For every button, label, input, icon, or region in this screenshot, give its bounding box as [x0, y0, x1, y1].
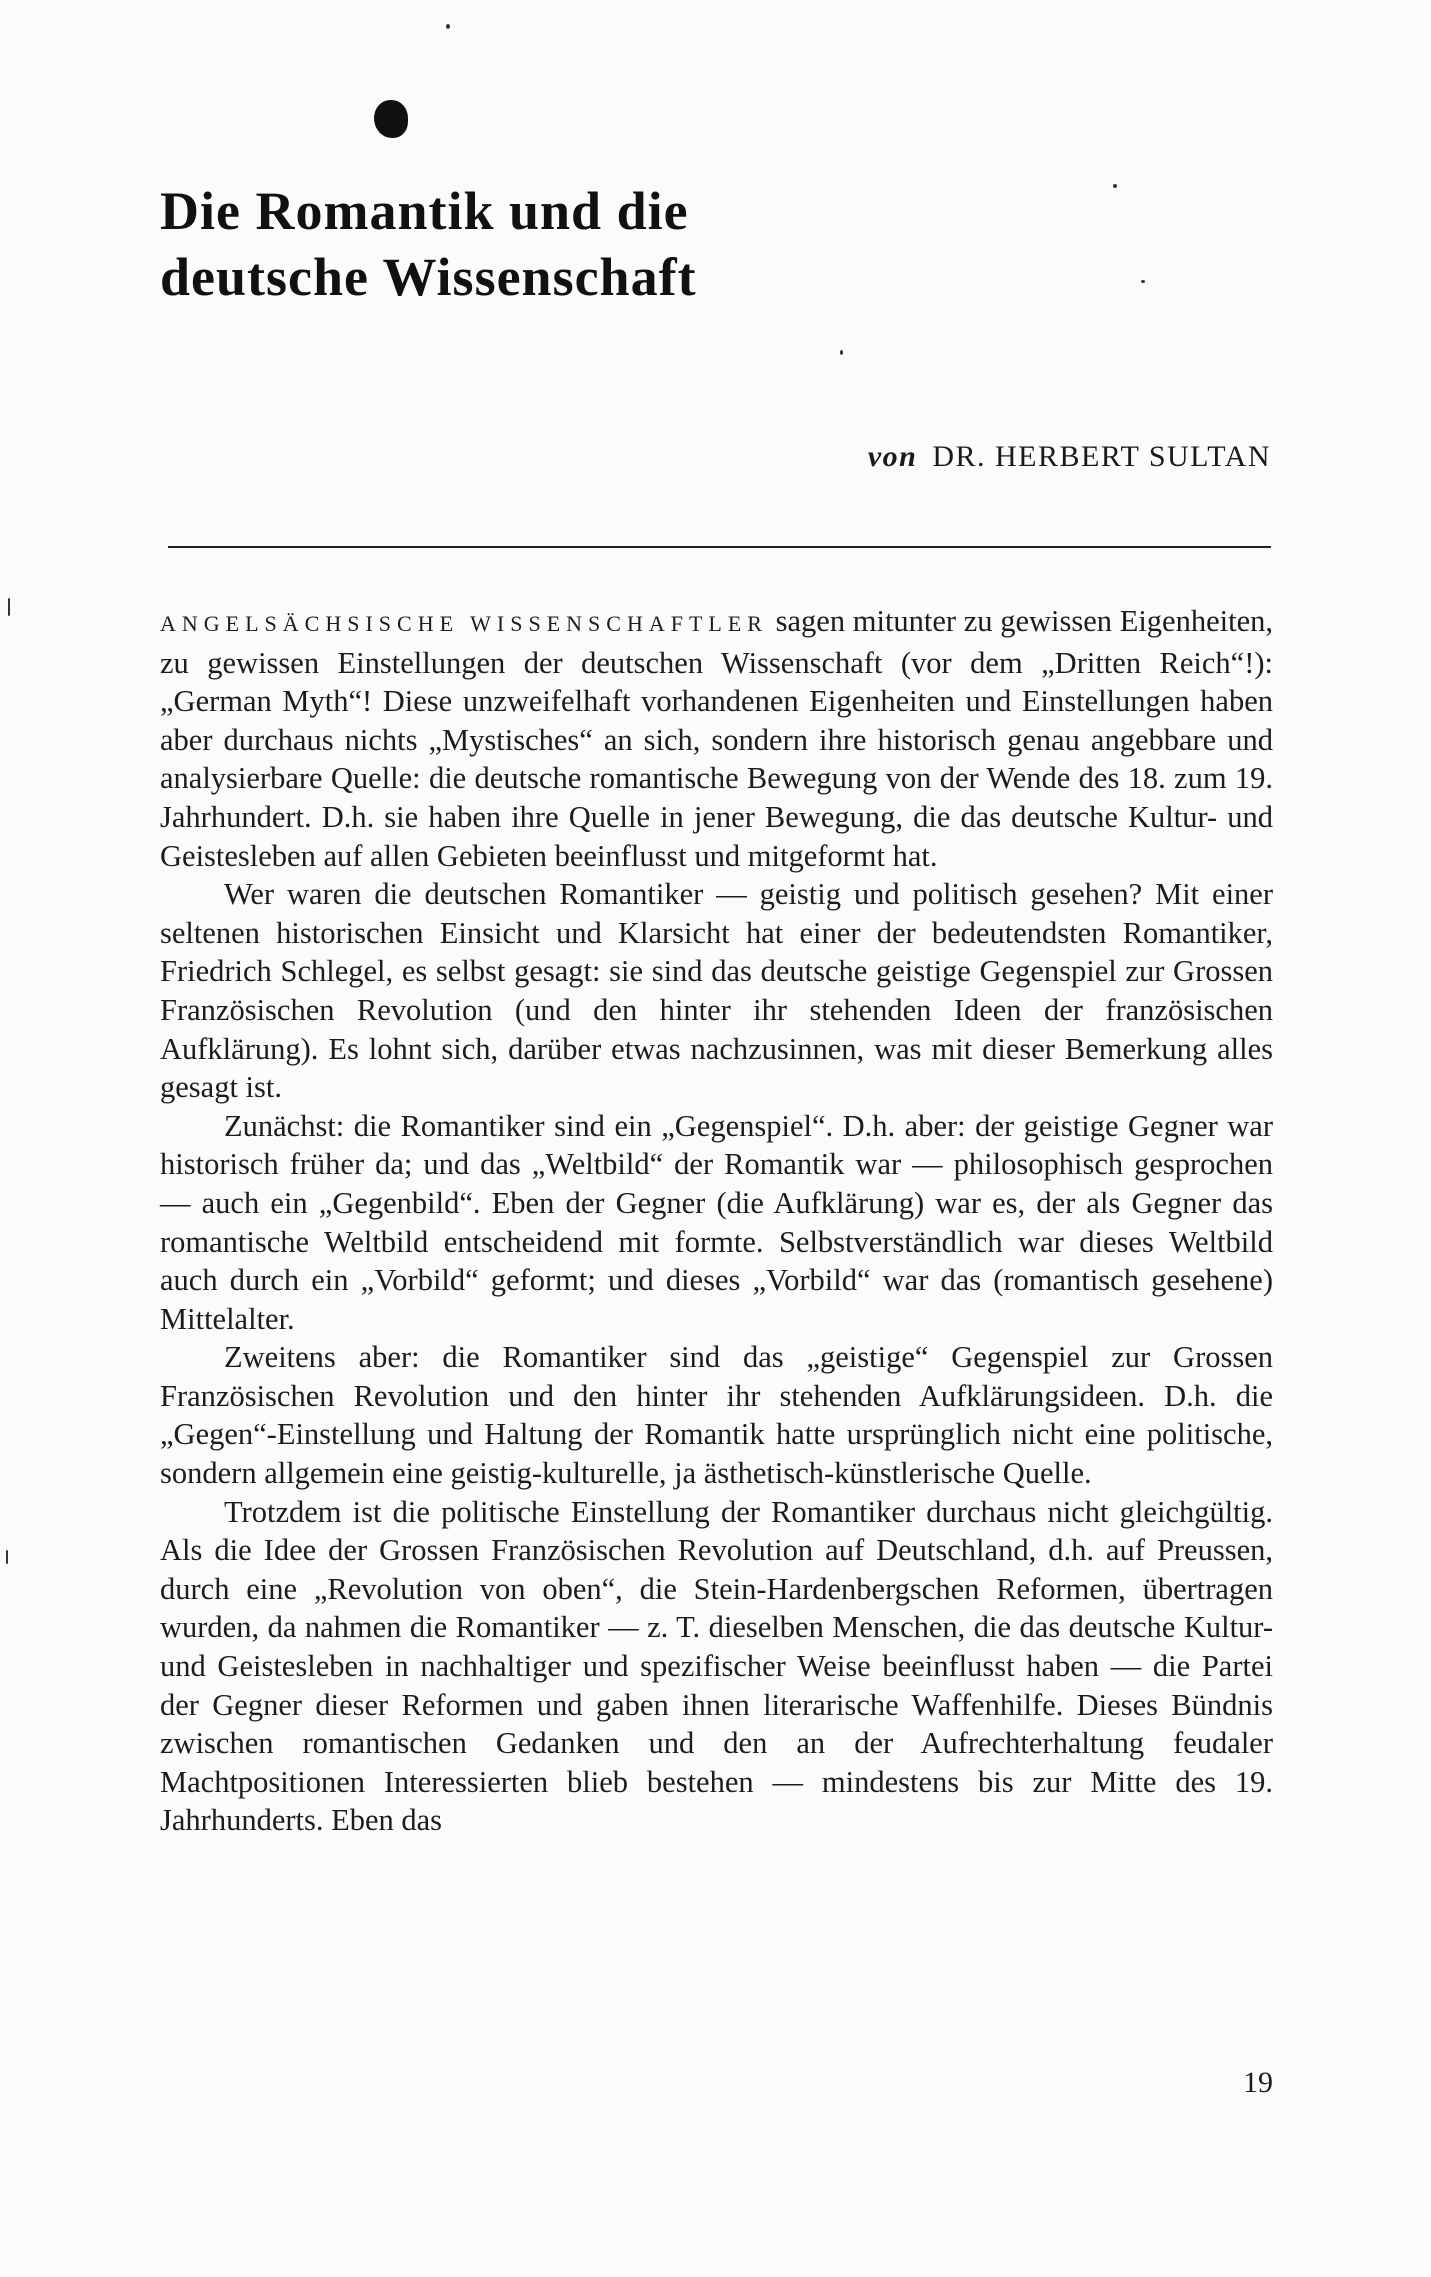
lead-smallcaps: ANGELSÄCHSISCHE WISSENSCHAFTLER	[160, 611, 768, 636]
title-line-2: deutsche Wissenschaft	[160, 247, 697, 307]
article-body	[160, 602, 1273, 1840]
scan-speck	[1113, 184, 1117, 188]
scan-speck	[8, 598, 10, 616]
paragraph-3: Zunächst: die Romantiker sind ein „Gegenspiel“. D.h. aber: der geistige Gegner war historisch früher da; und das „Weltbild“ der Romantik war — philosophisch gesprochen — auch ein „Gegenbild“. Eben der Gegner (die Aufklärung) war es, der als Gegner das romantische Weltbild entscheidend mit formte. Selbstverständlich war dieses Weltbild auch durch ein „Vorbild“ geformt; und dieses „Vorbild“ war das (romantisch gesehene) Mittelalter.	[160, 1108, 1273, 1336]
scan-speck	[840, 350, 843, 355]
author-name: DR. HERBERT SULTAN	[932, 440, 1271, 473]
author-byline	[868, 440, 1271, 474]
scan-speck	[446, 24, 450, 29]
page-number: 19	[1243, 2066, 1273, 2099]
title-divider	[168, 546, 1271, 548]
scan-speck	[1141, 280, 1145, 283]
paragraph-5: Trotzdem ist die politische Einstellung der Romantiker durchaus nicht gleichgültig. Als die Idee der Grossen Französischen Revolution auf Deutschland, d.h. auf Preussen, durch eine „Revolution von oben“, die Stein-Hardenbergschen Reformen, übertragen wurden, da nahmen die Romantiker — z. T. dieselben Menschen, die das deutsche Kultur- und Geistesleben in nachhaltiger und spezifischer Weise beeinflusst haben — die Partei der Gegner dieser Reformen und gaben ihnen literarische Waffenhilfe. Dieses Bündnis zwischen romantischen Gedanken und den an der Aufrechterhaltung feudaler Machtpositionen Interessierten blieb bestehen — mindestens bis zur Mitte des 19. Jahrhunderts. Eben das	[160, 1494, 1273, 1838]
paragraph-4: Zweitens aber: die Romantiker sind das „geistige“ Gegenspiel zur Grossen Französischen Revolution und den hinter ihr stehenden Aufklärungsideen. D.h. die „Gegen“-Einstellung und Haltung der Romantik hatte ursprünglich nicht eine politische, sondern allgemein eine geistig-kulturelle, ja ästhetisch-künstlerische Quelle.	[160, 1340, 1273, 1491]
ornament-dot	[374, 100, 408, 138]
paragraph-1	[160, 602, 1273, 875]
paragraph-1-text: sagen mitunter zu gewissen Eigenheiten, zu gewissen Einstellungen der deutschen Wissenschaft (vor dem „Dritten Reich“!): „German Myth“! Diese unzweifelhaft vorhandenen Eigenheiten und Einstellungen haben aber durchaus nichts „Mystisches“ an sich, sondern ihre historisch genau angebbare und analysierbare Quelle: die deutsche romantische Bewegung von der Wende des 18. zum 19. Jahrhundert. D.h. sie haben ihre Quelle in jener Bewegung, die das deutsche Kultur- und Geistesleben auf allen Gebieten beeinflusst und mitgeformt hat.	[160, 604, 1273, 873]
title-line-1: Die Romantik und die	[160, 181, 689, 241]
byline-prefix: von	[867, 440, 918, 473]
paragraph-2: Wer waren die deutschen Romantiker — geistig und politisch gesehen? Mit einer seltenen historischen Einsicht und Klarsicht hat einer der bedeutendsten Romantiker, Friedrich Schlegel, es selbst gesagt: sie sind das deutsche geistige Gegenspiel zur Grossen Französischen Revolution (und den hinter ihr stehenden Ideen der französischen Aufklärung). Es lohnt sich, darüber etwas nachzusinnen, was mit dieser Bemerkung alles gesagt ist.	[160, 877, 1273, 1105]
scan-speck	[6, 1550, 8, 1564]
article-title	[160, 178, 1060, 310]
